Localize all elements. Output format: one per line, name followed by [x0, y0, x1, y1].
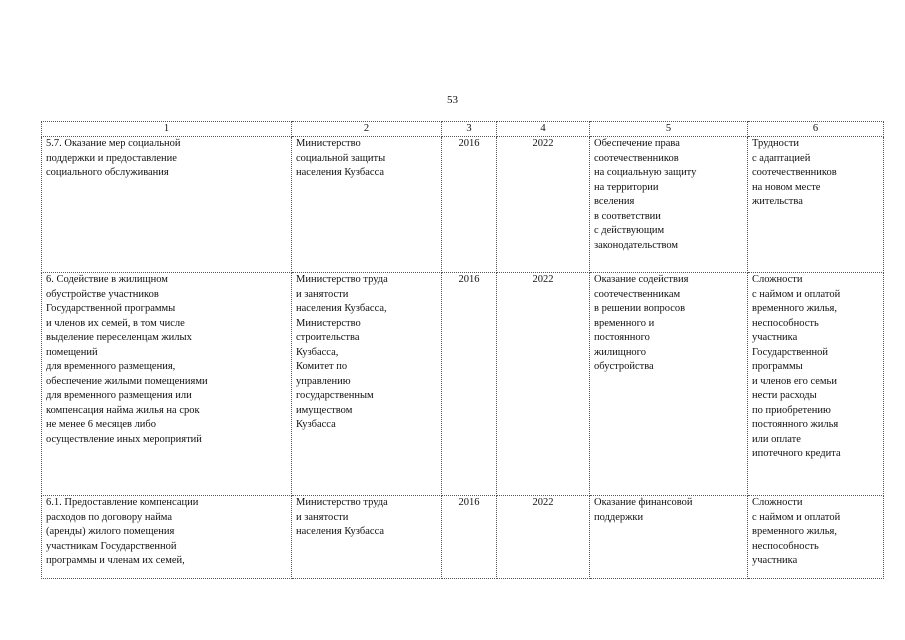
column-header: 5	[590, 122, 748, 137]
result-cell: Обеспечение права соотечественников на социальную защиту на территории вселения в соответствии с действующим законодательством	[590, 137, 748, 273]
start-year-cell: 2016	[442, 137, 497, 273]
executor-cell: Министерство труда и занятости населения Кузбасса, Министерство строительства Кузбасса, Комитет по управлению государственным имуществом Кузбасса	[292, 273, 442, 496]
end-year-cell: 2022	[497, 137, 590, 273]
table-row	[42, 496, 884, 579]
column-header: 3	[442, 122, 497, 137]
start-year-cell: 2016	[442, 273, 497, 496]
page-number: 53	[447, 94, 458, 106]
executor-cell: Министерство социальной защиты населения Кузбасса	[292, 137, 442, 273]
measure-cell: 6. Содействие в жилищном обустройстве участников Государственной программы и членов их семей, в том числе выделение переселенцам жилых помещений для временного размещения, обеспечение жилыми помещениями для временного размещения или компенсация найма жилья на срок не менее 6 месяцев либо осуществление иных мероприятий	[42, 273, 292, 496]
measure-cell: 5.7. Оказание мер социальной поддержки и предоставление социального обслуживания	[42, 137, 292, 273]
table-row	[42, 273, 884, 496]
result-cell: Оказание содействия соотечественникам в решении вопросов временного и постоянного жилищного обустройства	[590, 273, 748, 496]
result-cell: Оказание финансовой поддержки	[590, 496, 748, 579]
executor-cell: Министерство труда и занятости населения Кузбасса	[292, 496, 442, 579]
start-year-cell: 2016	[442, 496, 497, 579]
end-year-cell: 2022	[497, 273, 590, 496]
column-header: 2	[292, 122, 442, 137]
risk-cell: Сложности с наймом и оплатой временного жилья, неспособность участника	[748, 496, 884, 579]
risk-cell: Трудности с адаптацией соотечественников на новом месте жительства	[748, 137, 884, 273]
measures-table	[41, 121, 884, 579]
measure-cell: 6.1. Предоставление компенсации расходов по договору найма (аренды) жилого помещения участникам Государственной программы и членам их семей,	[42, 496, 292, 579]
risk-cell: Сложности с наймом и оплатой временного жилья, неспособность участника Государственной программы и членов его семьи нести расходы по приобретению постоянного жилья или оплате ипотечного кредита	[748, 273, 884, 496]
column-header: 4	[497, 122, 590, 137]
column-header: 1	[42, 122, 292, 137]
table-row	[42, 137, 884, 273]
end-year-cell: 2022	[497, 496, 590, 579]
column-number-row	[42, 122, 884, 137]
column-header: 6	[748, 122, 884, 137]
